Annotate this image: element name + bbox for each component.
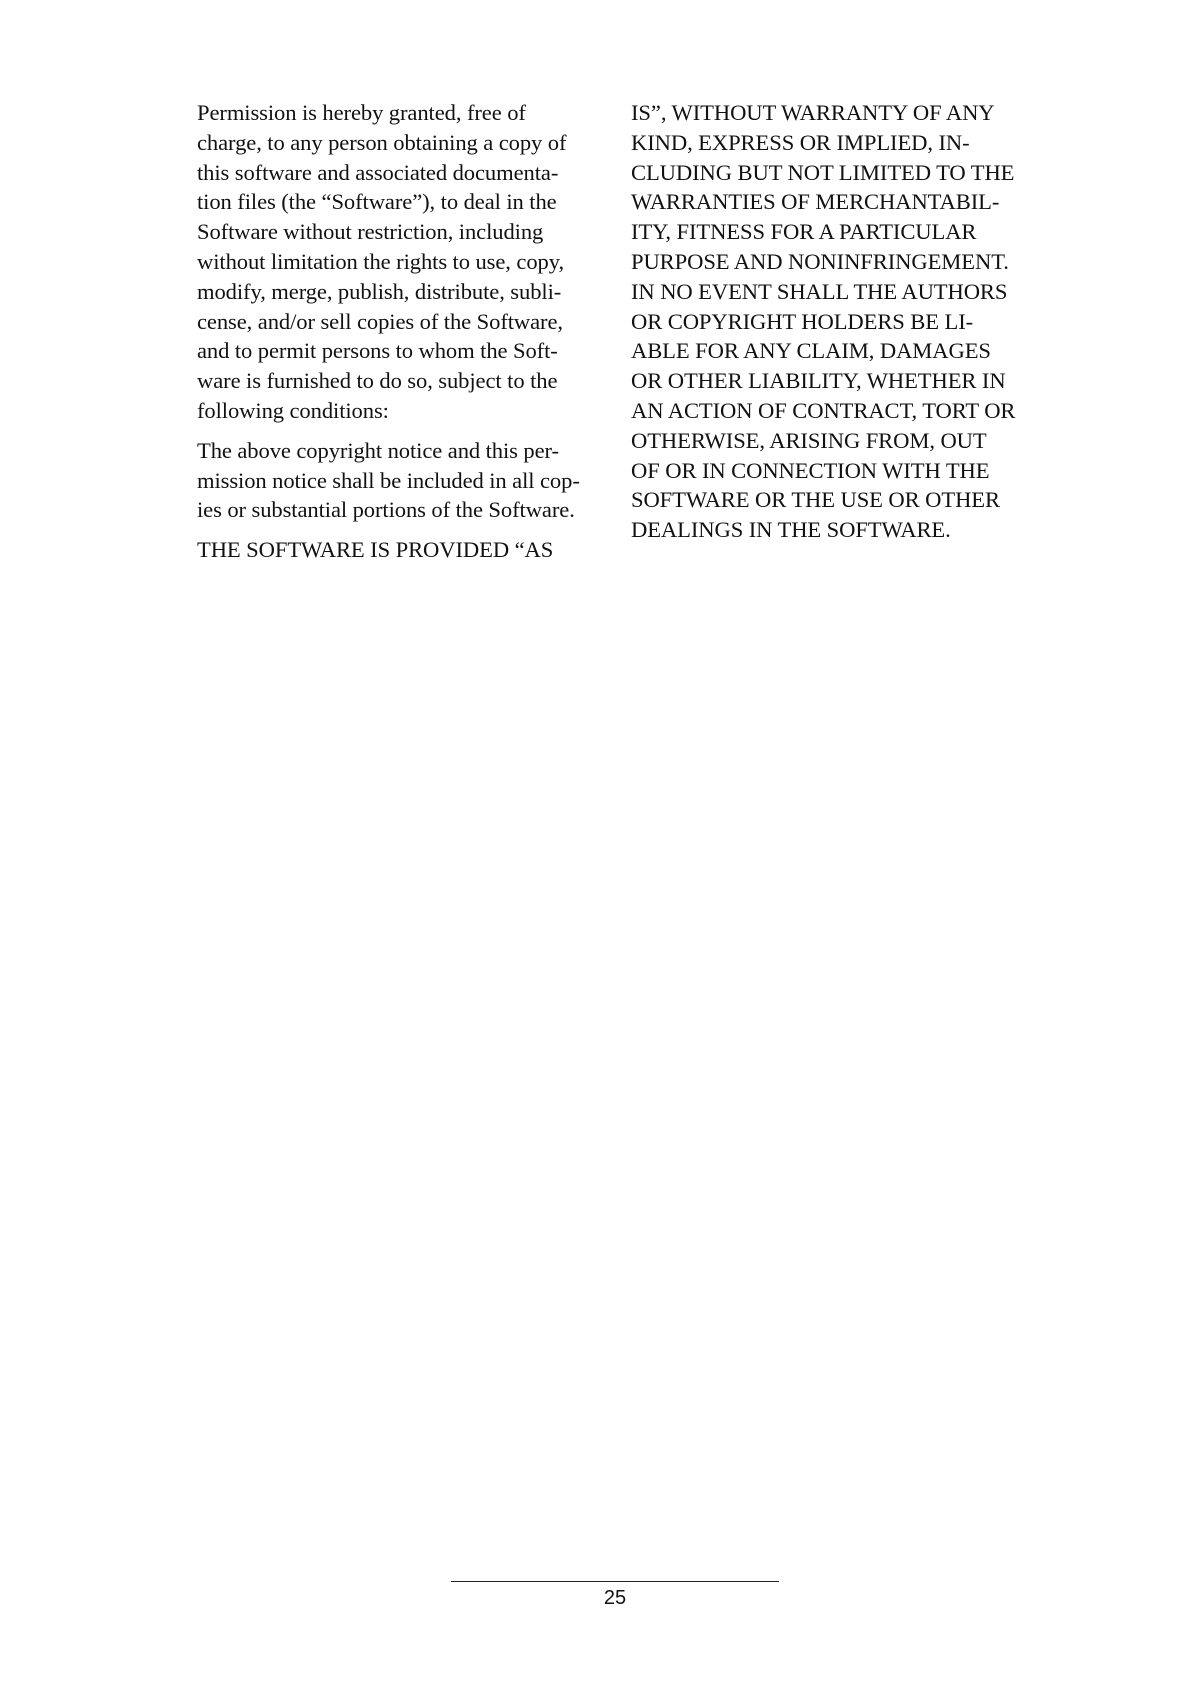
text-line: and to permit persons to whom the Soft- (197, 338, 558, 364)
text-line: WARRANTIES OF MERCHANTABIL- (631, 189, 1000, 215)
text-line: KIND, EXPRESS OR IMPLIED, IN- (631, 129, 970, 155)
text-line: this software and associated documenta- (197, 159, 559, 185)
warranty-paragraph-start (197, 535, 602, 565)
text-line: IN NO EVENT SHALL THE AUTHORS (631, 278, 1008, 304)
copyright-notice-paragraph (197, 436, 602, 525)
text-line: following conditions: (197, 397, 389, 423)
text-line: OTHERWISE, ARISING FROM, OUT (631, 427, 987, 453)
text-line: ware is furnished to do so, subject to the (197, 368, 558, 394)
text-line: DEALINGS IN THE SOFTWARE. (631, 517, 951, 543)
permission-paragraph (197, 98, 602, 426)
text-line: mission notice shall be included in all cop- (197, 467, 580, 493)
text-line: tion files (the “Software”), to deal in the (197, 189, 557, 215)
text-line: THE SOFTWARE IS PROVIDED “AS (197, 537, 554, 563)
text-line: OF OR IN CONNECTION WITH THE (631, 457, 990, 483)
text-line: SOFTWARE OR THE USE OR OTHER (631, 487, 1000, 513)
text-line: OR COPYRIGHT HOLDERS BE LI- (631, 308, 974, 334)
left-column (197, 98, 602, 565)
page-number: 25 (603, 1587, 627, 1609)
warranty-paragraph-continued (631, 98, 1046, 545)
paragraph-spacer (197, 426, 602, 436)
text-line: OR OTHER LIABILITY, WHETHER IN (631, 368, 1006, 394)
text-line: AN ACTION OF CONTRACT, TORT OR (631, 397, 1016, 423)
text-line: ITY, FITNESS FOR A PARTICULAR (631, 219, 977, 245)
footer-rule (451, 1581, 779, 1582)
text-line: cense, and/or sell copies of the Software, (197, 308, 563, 334)
text-line: IS”, WITHOUT WARRANTY OF ANY (631, 100, 995, 125)
text-line: ABLE FOR ANY CLAIM, DAMAGES (631, 338, 991, 364)
text-line: charge, to any person obtaining a copy of (197, 129, 567, 155)
text-line: Software without restriction, including (197, 219, 544, 245)
paragraph-spacer (197, 525, 602, 535)
text-line: modify, merge, publish, distribute, subli- (197, 278, 562, 304)
text-line: without limitation the rights to use, copy, (197, 248, 564, 274)
text-line: PURPOSE AND NONINFRINGEMENT. (631, 248, 1009, 274)
text-line: ies or substantial portions of the Software. (197, 497, 575, 523)
text-line: Permission is hereby granted, free of (197, 100, 526, 125)
text-line: The above copyright notice and this per- (197, 437, 559, 463)
right-column (631, 98, 1046, 545)
text-line: CLUDING BUT NOT LIMITED TO THE (631, 159, 1015, 185)
